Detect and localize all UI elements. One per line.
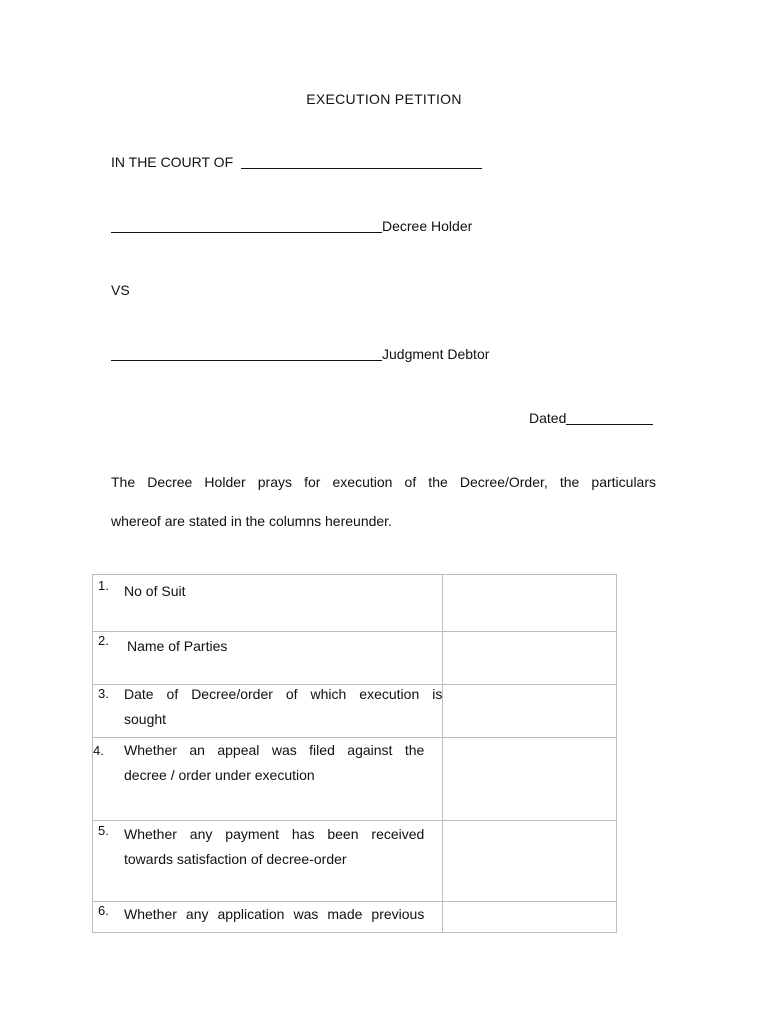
judgment-debtor-label: Judgment Debtor bbox=[382, 346, 490, 362]
dated-label: Dated bbox=[529, 410, 567, 426]
judgment-debtor-line bbox=[111, 346, 489, 362]
row-number: 1. bbox=[98, 578, 109, 593]
table-row bbox=[93, 685, 617, 738]
row-text-line-1: Date of Decree/order of which execution is bbox=[124, 686, 443, 702]
row-text-line-2: decree / order under execution bbox=[124, 767, 315, 783]
answer-cell[interactable] bbox=[443, 685, 617, 738]
decree-holder-label: Decree Holder bbox=[382, 218, 473, 234]
row-text bbox=[124, 902, 424, 927]
particular-cell bbox=[93, 632, 443, 685]
row-number: 6. bbox=[98, 903, 109, 918]
row-number: 4. bbox=[93, 743, 104, 758]
table-row bbox=[93, 632, 617, 685]
row-text bbox=[124, 682, 442, 732]
decree-holder-line bbox=[111, 218, 472, 234]
particulars-table bbox=[92, 574, 617, 933]
row-text bbox=[124, 738, 424, 788]
answer-cell[interactable] bbox=[443, 738, 617, 821]
answer-cell[interactable] bbox=[443, 575, 617, 632]
table-row bbox=[93, 902, 617, 933]
court-line bbox=[111, 154, 482, 170]
row-text-line-2: towards satisfaction of decree-order bbox=[124, 851, 347, 867]
prayer-paragraph-line-1: The Decree Holder prays for execution of the Decree/Order, the particulars bbox=[111, 474, 656, 490]
row-text-line-1: Whether any application was made previous bbox=[124, 906, 425, 922]
row-text bbox=[127, 634, 442, 659]
row-text-line-1: No of Suit bbox=[124, 583, 186, 599]
row-text-line-2: sought bbox=[124, 711, 167, 727]
answer-cell[interactable] bbox=[443, 821, 617, 902]
answer-cell[interactable] bbox=[443, 902, 617, 933]
particular-cell bbox=[93, 738, 443, 821]
table-row bbox=[93, 738, 617, 821]
row-text-line-1: Name of Parties bbox=[127, 638, 228, 654]
court-label: IN THE COURT OF bbox=[111, 154, 234, 170]
decree-holder-blank bbox=[111, 231, 382, 233]
row-number: 3. bbox=[98, 686, 109, 701]
particular-cell bbox=[93, 821, 443, 902]
dated-blank bbox=[566, 423, 653, 425]
answer-cell[interactable] bbox=[443, 632, 617, 685]
table-row bbox=[93, 821, 617, 902]
row-number: 2. bbox=[98, 633, 109, 648]
row-number: 5. bbox=[98, 823, 109, 838]
particular-cell bbox=[93, 575, 443, 632]
particular-cell bbox=[93, 685, 443, 738]
vs-text: VS bbox=[111, 282, 130, 298]
particular-cell bbox=[93, 902, 443, 933]
court-blank bbox=[241, 167, 482, 169]
prayer-paragraph-line-2: whereof are stated in the columns hereunder. bbox=[111, 513, 392, 529]
row-text-line-1: Whether any payment has been received bbox=[124, 826, 425, 842]
row-text-line-1: Whether an appeal was filed against the bbox=[124, 742, 425, 758]
row-text bbox=[124, 822, 424, 872]
dated-line bbox=[529, 410, 653, 426]
document-title: EXECUTION PETITION bbox=[306, 91, 462, 107]
judgment-debtor-blank bbox=[111, 359, 382, 361]
table-row bbox=[93, 575, 617, 632]
row-text bbox=[124, 579, 442, 604]
